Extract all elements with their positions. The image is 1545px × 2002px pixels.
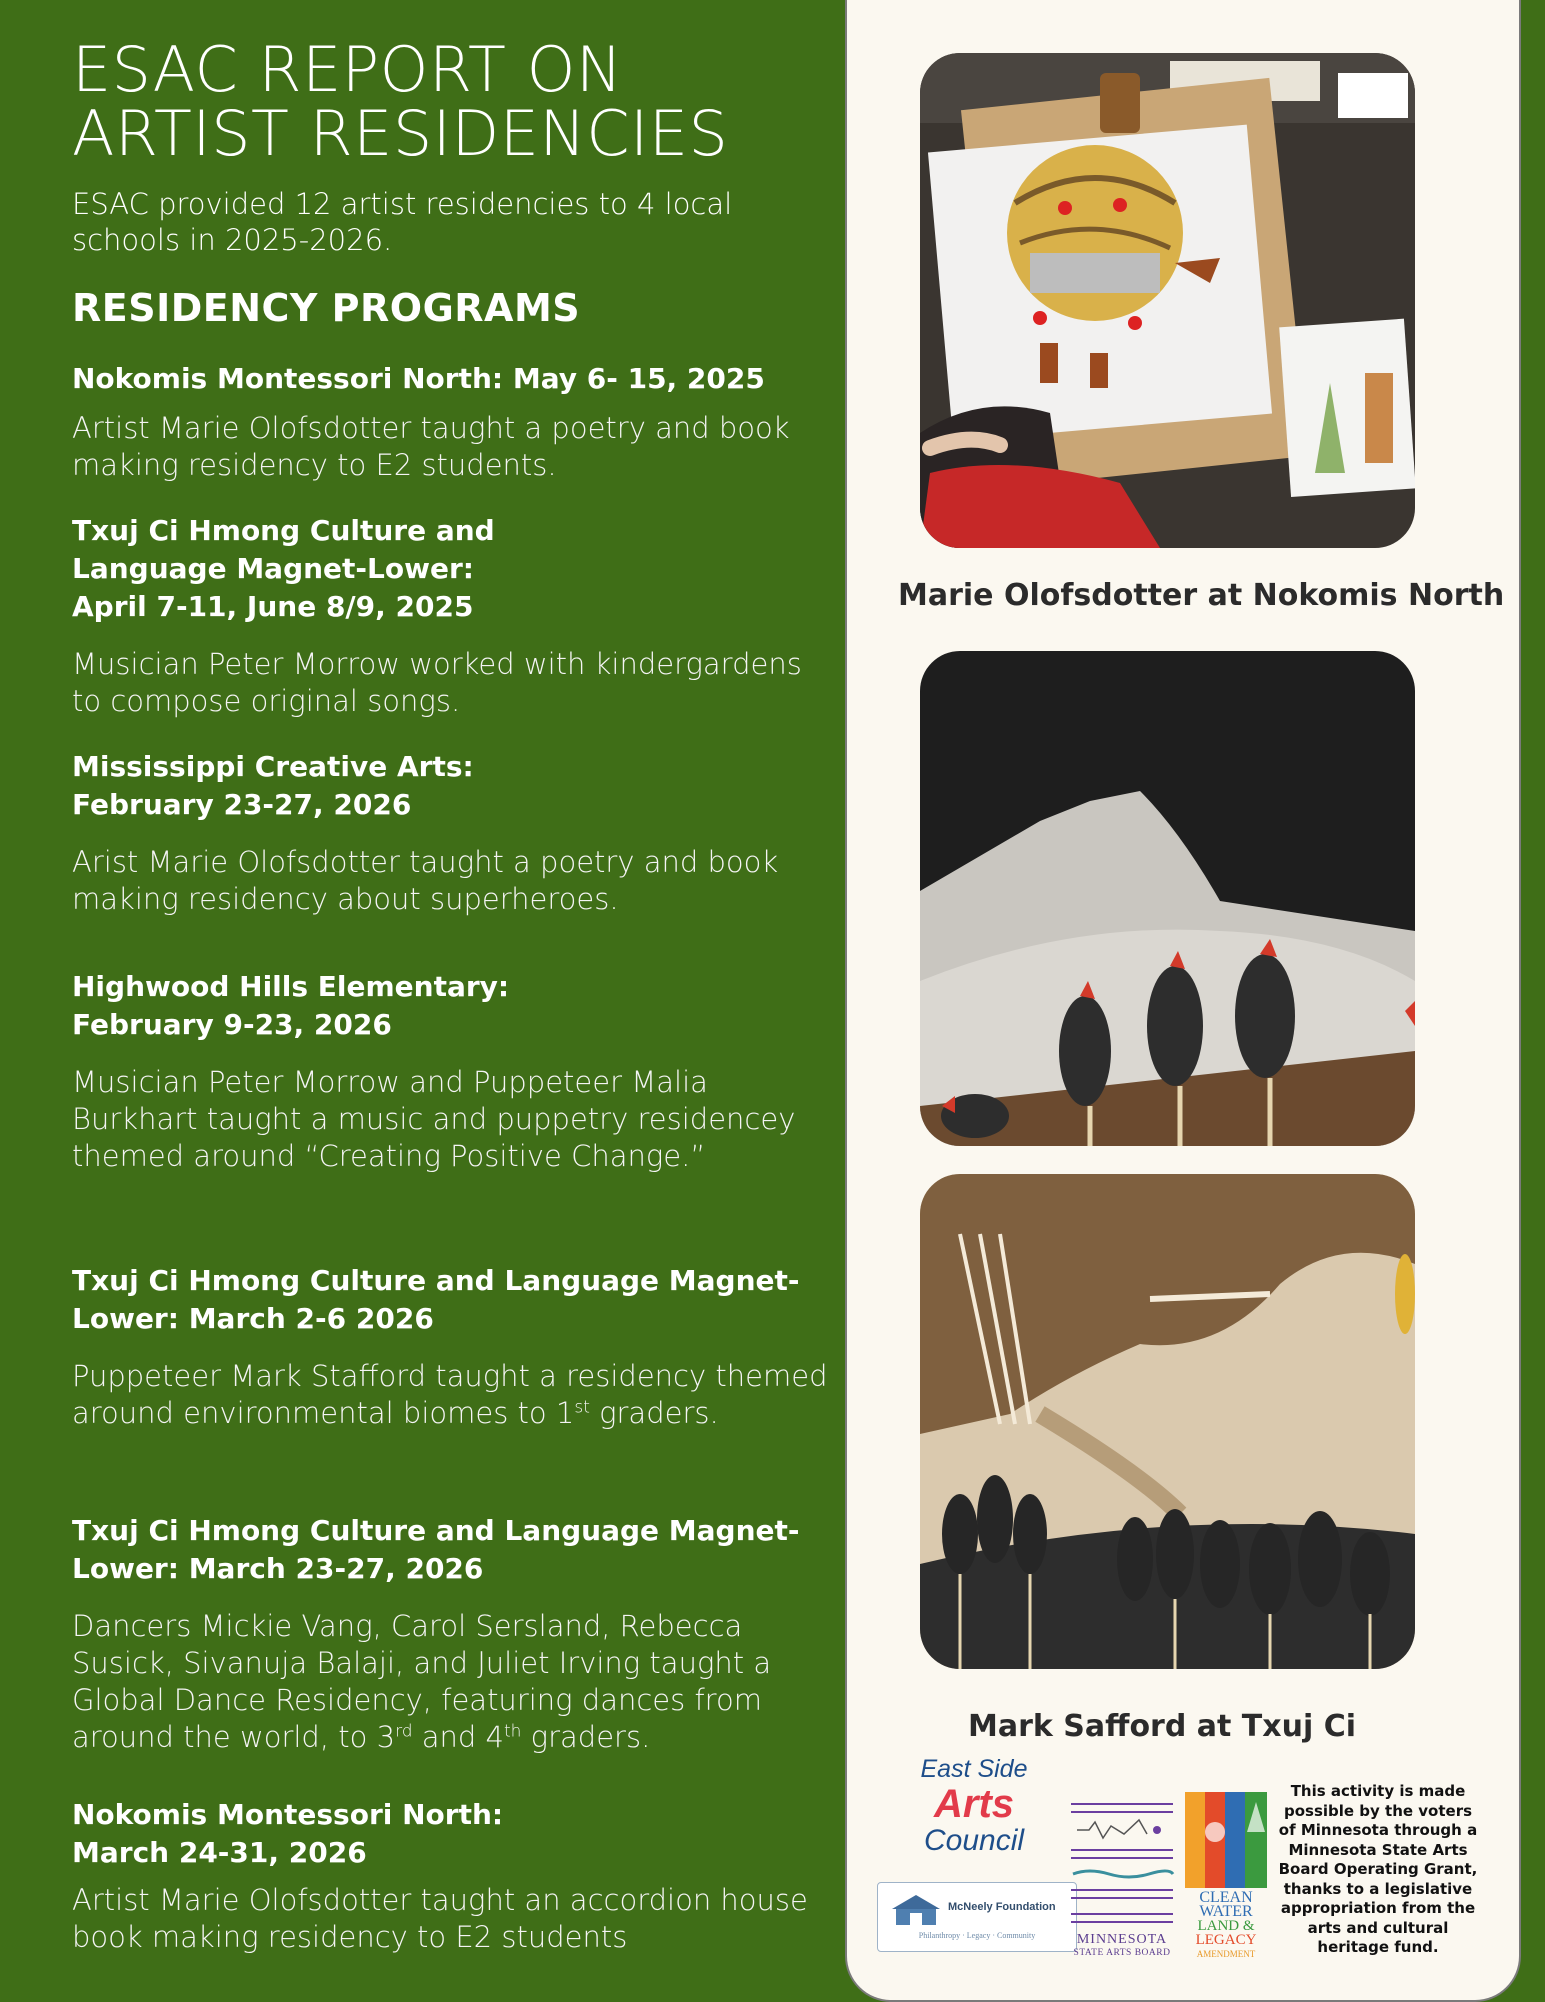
program-title <box>72 1262 832 1338</box>
photo3-caption: Mark Safford at Txuj Ci <box>968 1709 1356 1744</box>
program-title-line: Language Magnet-Lower: <box>72 552 474 585</box>
program-title <box>72 360 832 398</box>
section-heading: RESIDENCY PROGRAMS <box>72 286 581 330</box>
photo-panel <box>845 0 1521 2002</box>
program-title-line: Lower: March 2-6 2026 <box>72 1302 434 1335</box>
msab-logo-line: STATE ARTS BOARD <box>1073 1948 1171 1958</box>
msab-logo-line: MINNESOTA <box>1076 1932 1168 1947</box>
legacy-amendment-logo <box>1183 1792 1269 1960</box>
program-title-line: Lower: March 23-27, 2026 <box>72 1552 484 1585</box>
legacy-logo-line: AMENDMENT <box>1196 1949 1256 1959</box>
description-text: Puppeteer Mark Stafford taught a residency themed around environmental biomes to 1 <box>72 1359 828 1430</box>
program-description: Arist Marie Olofsdotter taught a poetry and book making residency about superheroes. <box>72 845 779 916</box>
program-description: Musician Peter Morrow worked with kindergardens to compose original songs. <box>72 647 802 718</box>
mcneely-name: McNeely Foundation <box>948 1901 1056 1913</box>
program-title <box>72 512 832 626</box>
legacy-color-icon <box>1183 1792 1269 1888</box>
program-title-line: February 23-27, 2026 <box>72 788 412 821</box>
ordinal-suffix: th <box>504 1721 522 1742</box>
description-text: Dancers Mickie Vang, Carol Sersland, Rebecca Susick, Sivanuja Balaji, and Juliet Irving taught a Global Dance Residency, featuring dances from around the world, to 3 <box>72 1609 772 1754</box>
intro-text: ESAC provided 12 artist residencies to 4 local schools in 2025-2026. <box>72 187 733 257</box>
program-description: Artist Marie Olofsdotter taught a poetry and book making residency to E2 students. <box>72 411 790 482</box>
program-title-line: Txuj Ci Hmong Culture and <box>72 514 495 547</box>
program-title-line: April 7-11, June 8/9, 2025 <box>72 590 474 623</box>
esac-logo-line: Arts <box>933 1782 1015 1826</box>
ordinal-suffix: st <box>574 1397 590 1418</box>
legacy-logo-line: LAND & <box>1197 1918 1255 1934</box>
legacy-statement: This activity is made possible by the voters of Minnesota through a Minnesota State Arts Board Operating Grant, thanks to a legislative appropriation from the arts and cultural heritage fund. <box>1278 1782 1478 1956</box>
legacy-logo-line: LEGACY <box>1195 1932 1257 1948</box>
program-title-line: February 9-23, 2026 <box>72 1008 392 1041</box>
program-description: Musician Peter Morrow and Puppeteer Malia Burkhart taught a music and puppetry residencey themed around “Creating Positive Change.” <box>72 1065 796 1173</box>
msab-logo <box>1069 1790 1175 1960</box>
legacy-logo-line: CLEAN <box>1199 1889 1253 1906</box>
esac-logo-line: Council <box>923 1824 1025 1857</box>
program-description <box>72 1608 832 1756</box>
program-title <box>72 968 832 1044</box>
photo-shadow-puppets <box>920 1174 1415 1669</box>
program-title-line: March 24-31, 2026 <box>72 1836 367 1869</box>
program-mississippi <box>72 748 832 918</box>
photo-nokomis-drawing <box>920 53 1415 548</box>
program-title-line: Highwood Hills Elementary: <box>72 970 510 1003</box>
title-line-1: ESAC REPORT ON <box>72 33 623 106</box>
legacy-logo-line: WATER <box>1199 1903 1253 1920</box>
mcneely-foundation-logo <box>877 1882 1077 1952</box>
program-title-line: Txuj Ci Hmong Culture and Language Magnet- <box>72 1514 800 1547</box>
mcneely-tagline: Philanthropy · Legacy · Community <box>918 1931 1036 1940</box>
photo-penguin-puppets <box>920 651 1415 1146</box>
msab-staff-icon <box>1069 1790 1175 1930</box>
program-txuj-ci-march-2 <box>72 1262 832 1432</box>
title-line-2: ARTIST RESIDENCIES <box>72 97 729 170</box>
program-description: Artist Marie Olofsdotter taught an accordion house book making residency to E2 students <box>72 1883 808 1954</box>
description-text: and 4 <box>412 1720 505 1754</box>
program-highwood <box>72 968 832 1175</box>
program-title-line: Nokomis Montessori North: May 6- 15, 2025 <box>72 362 765 395</box>
esac-logo <box>894 1754 1054 1894</box>
program-title-line: Nokomis Montessori North: <box>72 1798 504 1831</box>
program-title <box>72 1796 832 1872</box>
description-text: graders. <box>521 1720 651 1754</box>
program-title <box>72 1512 832 1588</box>
program-title-line: Txuj Ci Hmong Culture and Language Magnet- <box>72 1264 800 1297</box>
description-text: graders. <box>589 1396 719 1430</box>
program-description <box>72 1358 832 1432</box>
program-nokomis-march <box>72 1796 832 1956</box>
program-txuj-ci-march-23 <box>72 1512 832 1756</box>
page-title <box>72 33 729 170</box>
program-txuj-ci-april <box>72 512 832 720</box>
program-nokomis-may <box>72 360 832 484</box>
program-title <box>72 748 832 824</box>
photo1-caption: Marie Olofsdotter at Nokomis North <box>898 578 1505 613</box>
ordinal-suffix: rd <box>395 1721 413 1742</box>
esac-logo-line: East Side <box>920 1755 1028 1783</box>
program-title-line: Mississippi Creative Arts: <box>72 750 474 783</box>
mcneely-house-icon <box>888 1891 944 1927</box>
